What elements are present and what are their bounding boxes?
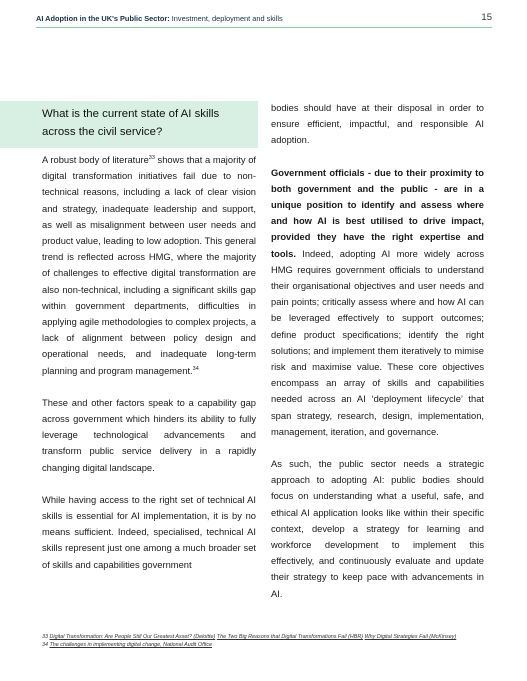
right-paragraph-2 [271, 165, 484, 440]
right-paragraph-1: bodies should have at their disposal in order to ensure efficient, impactful, and responsible AI adoption. [271, 103, 484, 146]
footnote-33-link-mckinsey[interactable]: Why Digital Strategies Fail (McKinsey) [364, 634, 457, 640]
footnotes [42, 633, 498, 649]
page-number: 15 [481, 12, 492, 23]
header-title [36, 14, 283, 23]
footnote-ref-34[interactable]: 34 [192, 365, 199, 372]
footnote-ref-33[interactable]: 33 [148, 155, 155, 161]
footnote-34 [42, 641, 498, 649]
header-title-bold: AI Adoption in the UK's Public Sector: [36, 14, 170, 23]
left-paragraph-1 [42, 152, 256, 379]
right-column [271, 100, 484, 602]
footnote-34-link-nao[interactable]: The challenges in implementing digital change, National Audit Office [49, 642, 213, 649]
footnote-34-number: 34 [42, 642, 48, 649]
left-p1-body: shows that a majority of digital transformation initiatives fail due to non-technical reasons, including a lack of clear vision and strategy, inadequate leadership and support, as well as misalignment between user needs and product value, leading to low adoption. This general trend is reflected across HMG, where the majority of challenges to effective digital transformation are also non-technical, including a significant skills gap within government departments, difficulties in applying agile methodologies to complex projects, a lack of alignment between policy design and operational needs, and inadequate long-term planning and program management. [42, 155, 256, 376]
header-divider [36, 27, 492, 28]
right-p2-bold: Government officials - due to their proximity to both government and the public - are in a unique position to identify and assess where and how AI is best utilised to drive impact, provided they have the right expertise and tools. [271, 167, 484, 259]
left-paragraph-2: These and other factors speak to a capability gap across government which hinders its ability to fully leverage technological advancements and transform public service delivery in a rapidly changing digital landscape. [42, 397, 256, 473]
left-paragraph-3: While having access to the right set of technical AI skills is essential for AI implementation, it is by no means sufficient. Indeed, specialised, technical AI skills represent just one among a much broader set of skills and capabilities government [42, 494, 256, 570]
left-p1-start: A robust body of literature [42, 155, 149, 165]
footnote-33-number: 33 [42, 634, 48, 640]
footnote-33-link-deloitte[interactable]: Digital Transformation: Are People Still Our Greatest Asset? (Deloitte) [49, 634, 216, 640]
footnote-33-link-hbr[interactable]: The Two Big Reasons that Digital Transformations Fail (HBR) [216, 634, 364, 640]
right-p2-rest: Indeed, adopting AI more widely across HMG requires government officials to understand their organisational objectives and user needs and pain points; critically assess where and how AI can be leveraged effectively to support outcomes; define product specifications; identify the right solutions; and implement them iteratively to mimise risk and maximise value. These core objectives encompass an array of skills and capabilities needed across an AI ‘deployment lifecycle’ that span strategy, research, design, implementation, management, iteration, and governance. [271, 248, 484, 437]
footnote-33 [42, 633, 498, 641]
header-title-rest: Investment, deployment and skills [169, 14, 283, 23]
section-question: What is the current state of AI skills across the civil service? [42, 108, 220, 138]
right-paragraph-3: As such, the public sector needs a strategic approach to adopting AI: public bodies should focus on understanding what a useful, safe, and ethical AI application looks like within their specific context, develop a strategy for learning and workforce development to implement this effectively, and continuously evaluate and update their strategy to keep pace with advancements in AI. [271, 459, 484, 599]
left-column [42, 152, 256, 573]
